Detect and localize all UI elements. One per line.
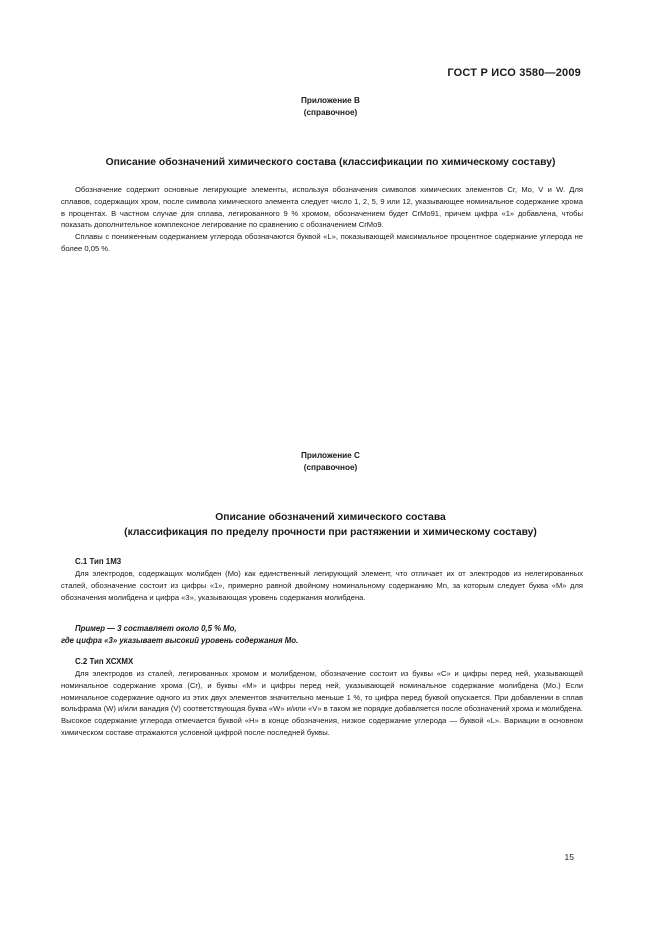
appendix-b-body — [61, 184, 583, 255]
section-c1-body — [61, 568, 583, 603]
section-c1-heading: С.1 Тип 1М3 — [75, 557, 122, 566]
appendix-b-paragraph: Сплавы с пониженным содержанием углерода обозначаются буквой «L», показывающей максимальное процентное содержание углерода не более 0,05 %. — [61, 232, 583, 253]
section-c2-body — [61, 668, 583, 739]
section-c2-heading: С.2 Тип ХСХМХ — [75, 657, 134, 666]
appendix-c-title-line1: Описание обозначений химического состава — [215, 512, 446, 523]
example-line2: где цифра «3» указывает высокий уровень содержания Mo. — [61, 636, 299, 645]
appendix-c-title-line2: (классификация по пределу прочности при растяжении и химическому составу) — [124, 527, 537, 538]
section-c1-paragraph: Для электродов, содержащих молибден (Mo) как единственный легирующий элемент, что отличает их от электродов из нелегированных сталей, обозначение состоит из цифры «1», примерно равной двойному номинальному содержанию Mn, за которым следует буква «М» для обозначения молибдена и цифра «3», указывающая уровень содержания молибдена. — [61, 569, 583, 602]
appendix-c-type: (справочное) — [303, 463, 358, 472]
appendix-c-label: Приложение С — [301, 451, 360, 460]
appendix-b-paragraph: Обозначение содержит основные легирующие элементы, используя обозначения символов химических элементов Cr, Mo, V и W. Для сплавов, содержащих хром, после символа химического элемента следует число 1, 2, 5, 9 или 12, указывающее номинальное содержание хрома в процентах. В частном случае для сплава, легированного 9 % хромом, обозначением будет CrMo91, причем цифра «1» добавлена, чтобы показать дополнительное комплексное легирование по сравнению с обозначением CrMo9. — [61, 185, 583, 230]
appendix-b-title: Описание обозначений химического состава (классификации по химическому составу) — [105, 157, 556, 168]
section-c2-paragraph: Для электродов из сталей, легированных хромом и молибденом, обозначение состоит из буквы «С» и цифры перед ней, указывающей номинальное содержание хрома (Cr), и буквы «М» и цифры перед ней, указывающей номинальное содержание молибдена (Mo.) Если номинальное содержание одного из этих двух элементов значительно меньше 1 %, то цифра перед буквой опускается. При добавлении в сплав вольфрама (W) и/или ванадия (V) соответствующая буква «W» и/или «V» в таком же порядке добавляется после обозначений хрома и молибдена. Высокое содержание углерода отмечается буквой «Н» в конце обозначения, низкое содержание углерода — буквой «L». Вариации в основном химическом составе отражаются условной цифрой после последней буквы. — [61, 669, 583, 737]
page-number: 15 — [564, 852, 574, 862]
example-line1: Пример — 3 составляет около 0,5 % Mo, — [75, 624, 237, 633]
document-code: ГОСТ Р ИСО 3580—2009 — [447, 67, 581, 79]
appendix-b-label: Приложение В — [301, 96, 360, 105]
appendix-b-type: (справочное) — [303, 108, 358, 117]
